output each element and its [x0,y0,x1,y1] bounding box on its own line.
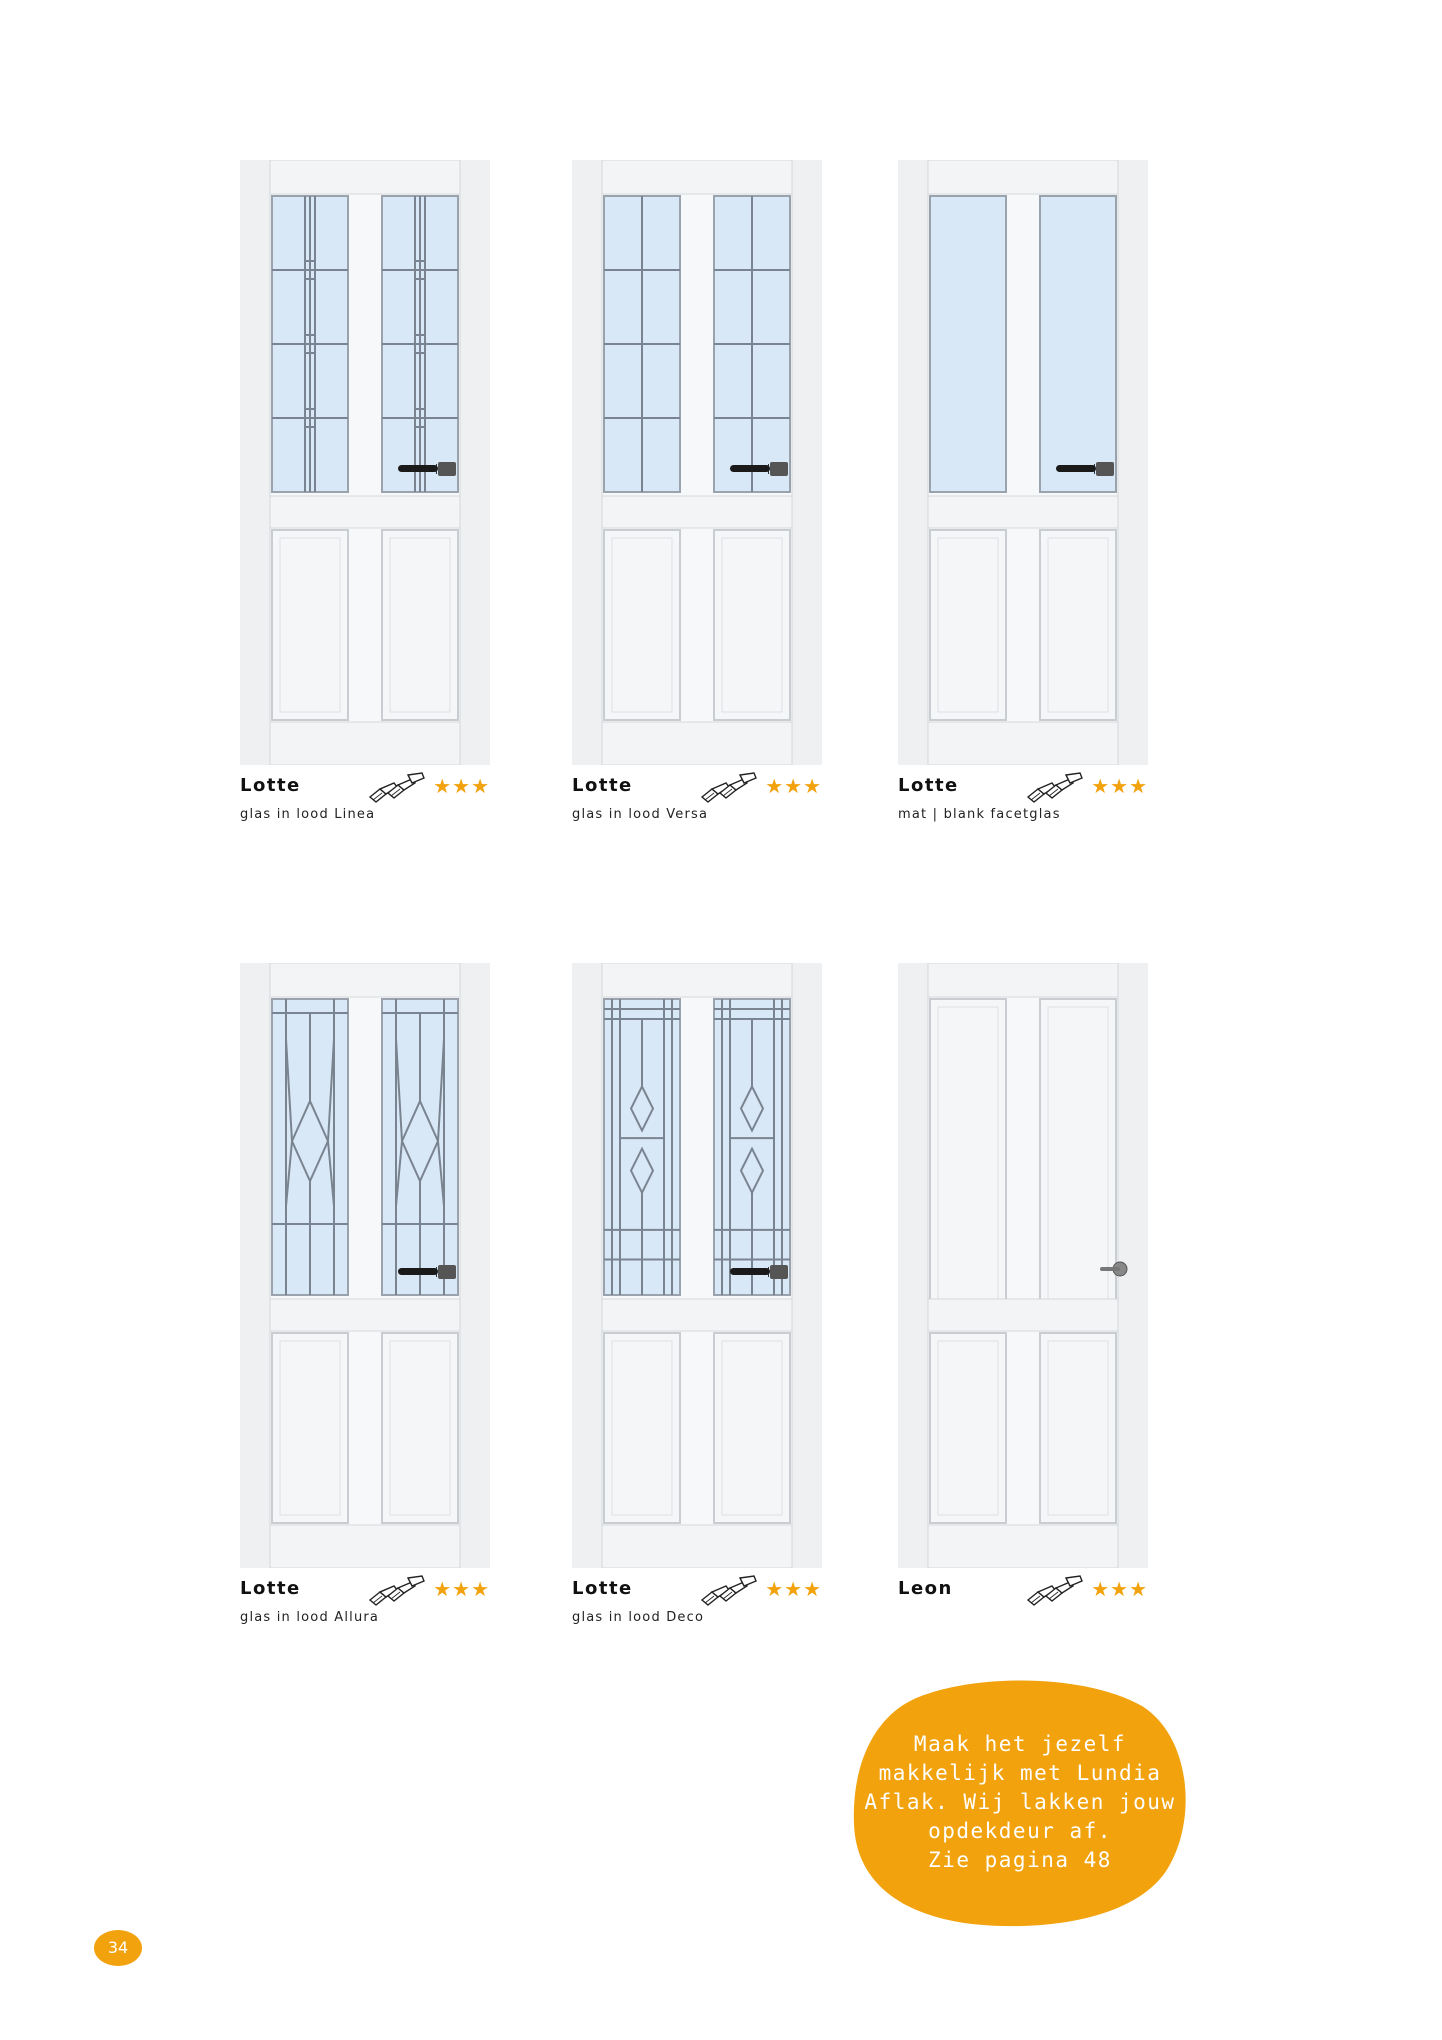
star-rating: ★★★ [1091,774,1148,798]
star-rating: ★★★ [433,774,490,798]
door-name: Lotte [572,1578,633,1599]
star-rating: ★★★ [765,1577,822,1601]
promo-line: makkelijk met Lundia [878,1761,1162,1785]
door-info [572,1578,822,1638]
promo-line: Aflak. Wij lakken jouw [864,1790,1176,1814]
door-card [240,963,490,1638]
door-glass-type: glas in lood Linea [240,807,376,822]
paintbrush-icon [1026,1574,1084,1608]
door-glass-type: glas in lood Versa [572,807,709,822]
promo-line: Maak het jezelf [913,1732,1127,1756]
paintbrush-icon [368,1574,426,1608]
door-card [898,963,1148,1638]
door-name: Lotte [572,775,633,796]
door-glass-type: glas in lood Allura [240,1610,380,1625]
paintbrush-icon [700,771,758,805]
door-image [572,160,822,765]
page-number: 34 [94,1930,142,1966]
star-rating: ★★★ [433,1577,490,1601]
paintbrush-icon [368,771,426,805]
door-glass-type: mat | blank facetglas [898,807,1061,822]
promo-line: Zie pagina 48 [928,1848,1112,1872]
promo-line: opdekdeur af. [928,1819,1112,1843]
door-card [572,160,822,835]
door-info [572,775,822,835]
door-name: Lotte [240,1578,301,1599]
star-rating: ★★★ [765,774,822,798]
star-rating: ★★★ [1091,1577,1148,1601]
door-card [898,160,1148,835]
door-name: Lotte [898,775,959,796]
door-card [240,160,490,835]
door-image [240,963,490,1568]
door-info [898,1578,1148,1638]
door-image [572,963,822,1568]
door-card [572,963,822,1638]
door-image [898,160,1148,765]
paintbrush-icon [1026,771,1084,805]
door-image [240,160,490,765]
promo-text [860,1730,1180,1875]
paintbrush-icon [700,1574,758,1608]
door-glass-type: glas in lood Deco [572,1610,705,1625]
door-image [898,963,1148,1568]
door-info [240,775,490,835]
door-info [898,775,1148,835]
door-name: Lotte [240,775,301,796]
door-name: Leon [898,1578,953,1599]
door-info [240,1578,490,1638]
